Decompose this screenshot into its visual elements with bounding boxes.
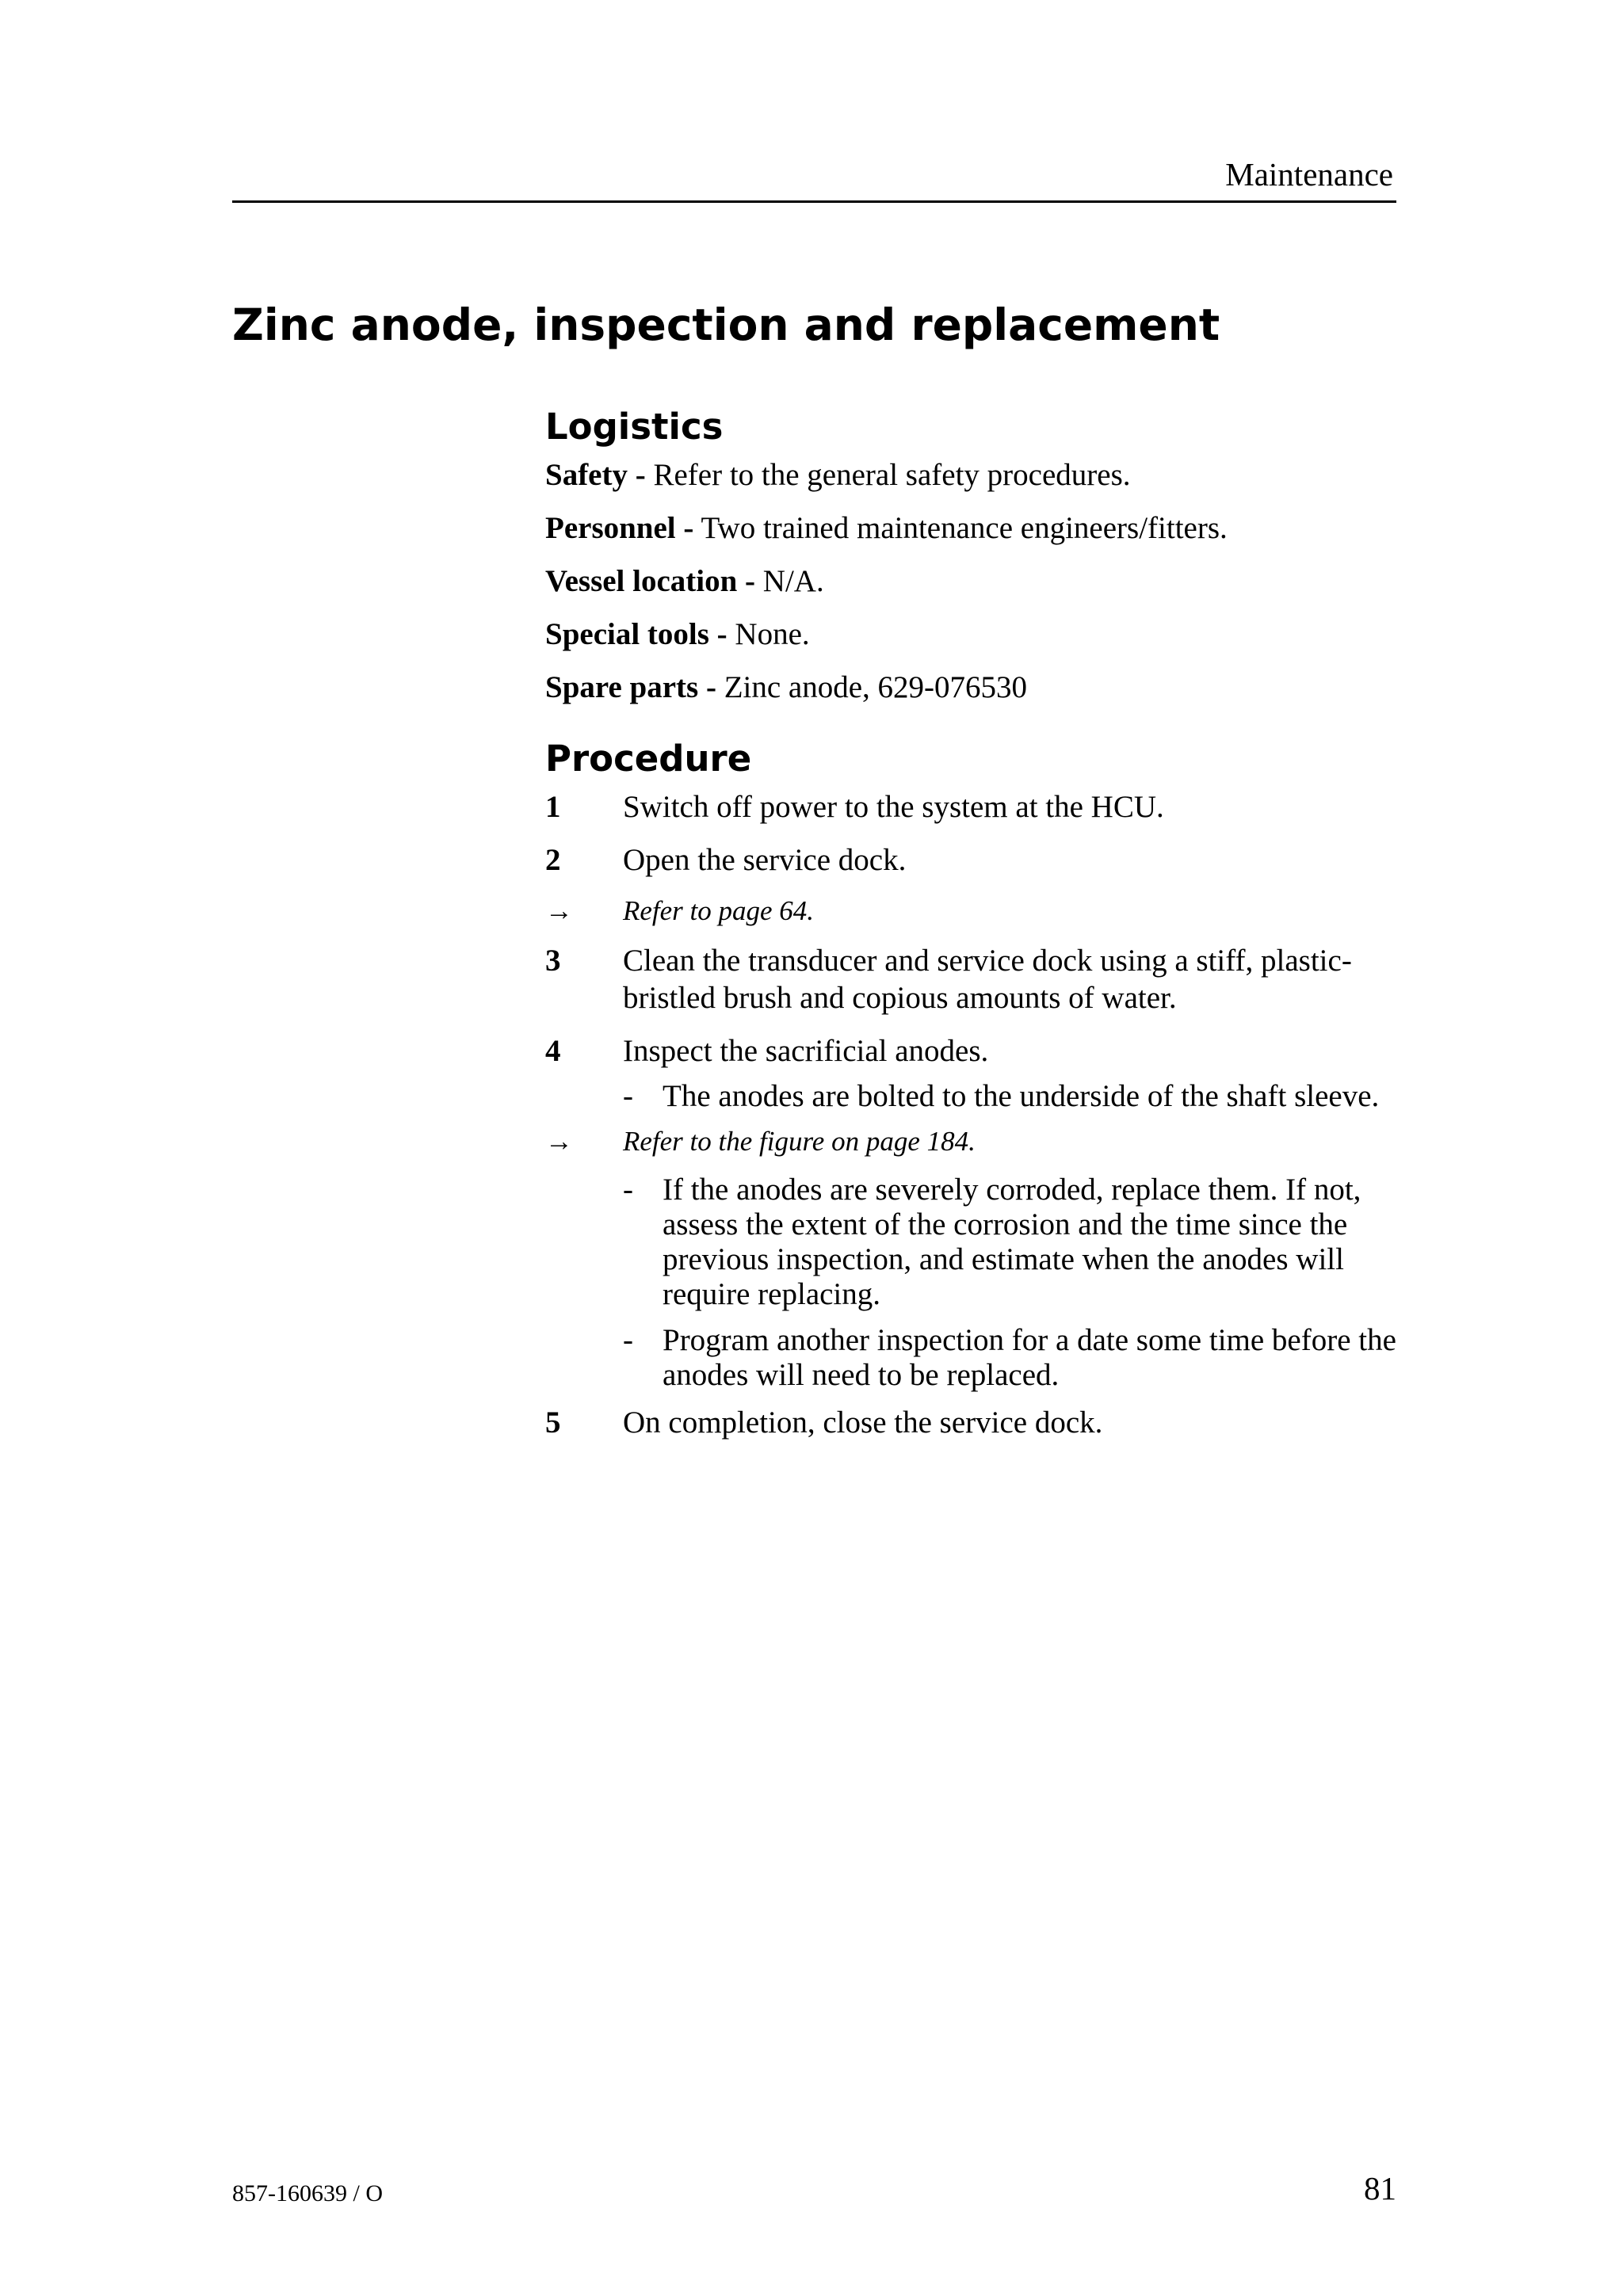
step-number: 5: [545, 1405, 561, 1440]
logistics-item-vessel-location: [545, 563, 1401, 600]
procedure-heading: Procedure: [545, 738, 752, 780]
step-text: Clean the transducer and service dock using a stiff, plastic-bristled brush and copious amounts of water.: [623, 944, 1352, 1015]
step-number: 4: [545, 1034, 561, 1068]
logistics-value: N/A.: [762, 564, 824, 598]
logistics-value: Two trained maintenance engineers/fitters.: [701, 511, 1228, 545]
step-bullet: [623, 1079, 1401, 1114]
procedure-step-4: [545, 1032, 1401, 1070]
reference-text: Refer to the figure on page 184.: [623, 1126, 976, 1157]
document-number: 857-160639 / O: [232, 2180, 383, 2206]
logistics-value: Refer to the general safety procedures.: [653, 458, 1131, 492]
procedure-step-3: [545, 942, 1401, 1016]
section-label: Maintenance: [1225, 156, 1393, 193]
page-header: [232, 155, 1396, 203]
procedure-step-2: [545, 841, 1401, 879]
step-number: 1: [545, 790, 561, 824]
logistics-value: Zinc anode, 629-076530: [724, 670, 1028, 704]
bullet-text: Program another inspection for a date some time before the anodes will need to be replaced.: [663, 1323, 1396, 1392]
logistics-value: None.: [735, 617, 810, 651]
logistics-label: Special tools -: [545, 617, 727, 651]
dash-bullet-icon: -: [623, 1323, 633, 1357]
dash-bullet-icon: -: [623, 1079, 633, 1113]
arrow-right-icon: →: [545, 1126, 573, 1157]
procedure-step-1: [545, 788, 1401, 826]
arrow-right-icon: →: [545, 895, 573, 926]
logistics-item-spare-parts: [545, 669, 1401, 706]
logistics-list: [545, 456, 1401, 706]
figure-reference: [545, 1125, 1401, 1158]
step-text: On completion, close the service dock.: [623, 1405, 1103, 1440]
procedure-section: [545, 738, 1401, 1441]
reference-text: Refer to page 64.: [623, 895, 815, 926]
step-bullet: [623, 1173, 1401, 1312]
dash-bullet-icon: -: [623, 1173, 633, 1207]
bullet-text: The anodes are bolted to the underside of the shaft sleeve.: [663, 1079, 1380, 1113]
logistics-label: Spare parts -: [545, 670, 716, 704]
step-text: Inspect the sacrificial anodes.: [623, 1034, 989, 1068]
logistics-item-safety: [545, 456, 1401, 494]
main-content: [545, 406, 1401, 1457]
logistics-section: [545, 406, 1401, 706]
page-title: Zinc anode, inspection and replacement: [232, 299, 1220, 350]
logistics-item-personnel: [545, 509, 1401, 547]
logistics-label: Safety -: [545, 458, 646, 492]
logistics-label: Vessel location -: [545, 564, 756, 598]
step-text: Switch off power to the system at the HCU.: [623, 790, 1164, 824]
logistics-label: Personnel -: [545, 511, 694, 545]
step-text: Open the service dock.: [623, 843, 907, 877]
procedure-step-5: [545, 1404, 1401, 1441]
bullet-text: If the anodes are severely corroded, replace them. If not, assess the extent of the corrosion and the time since the previous inspection, and estimate when the anodes will require replacing.: [663, 1173, 1361, 1311]
procedure-list: [545, 788, 1401, 1441]
step-number: 3: [545, 944, 561, 978]
page-footer: [232, 2172, 1396, 2212]
logistics-heading: Logistics: [545, 406, 724, 448]
step-bullet: [623, 1323, 1401, 1393]
logistics-item-special-tools: [545, 616, 1401, 653]
page-number: 81: [1364, 2170, 1396, 2206]
page-reference: [545, 894, 1401, 928]
step-number: 2: [545, 843, 561, 877]
